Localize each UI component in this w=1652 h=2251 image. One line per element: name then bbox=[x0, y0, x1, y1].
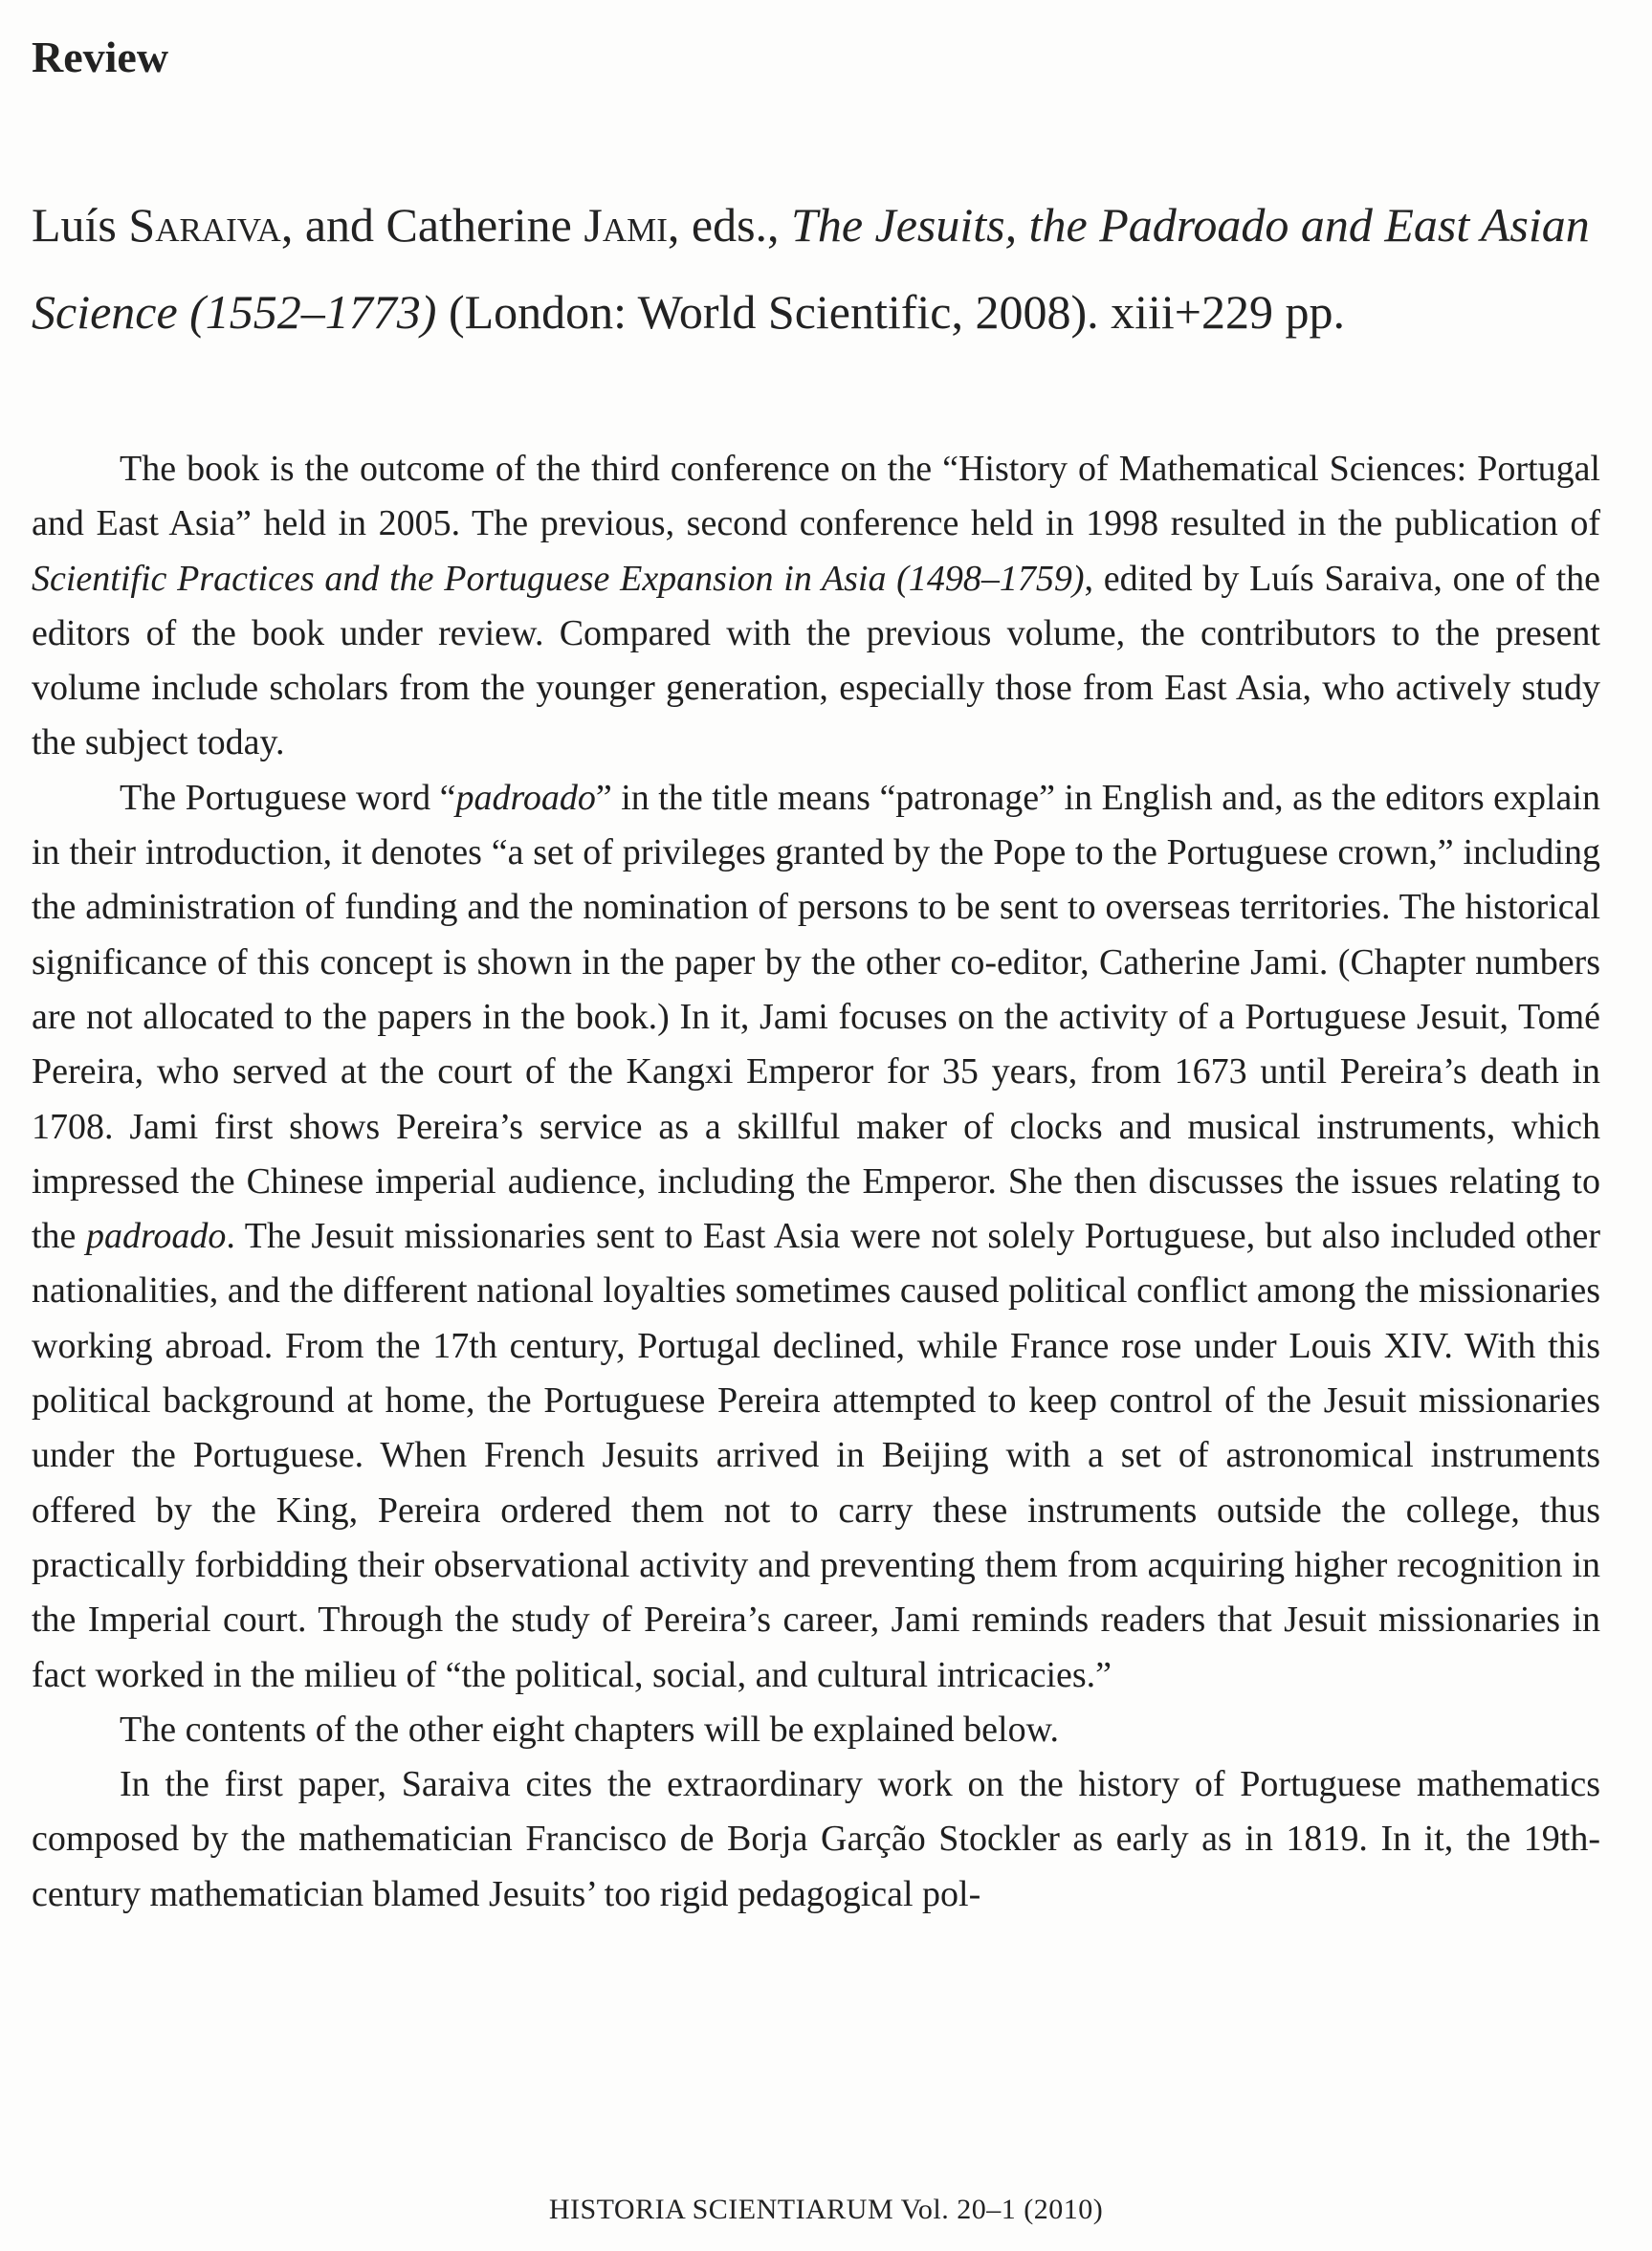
italic-title: Scientific Practices and the Portuguese Expansion in Asia (1498–1759) bbox=[32, 558, 1085, 599]
author2-surname: Jami bbox=[584, 198, 668, 252]
italic-term: padroado bbox=[455, 777, 596, 818]
book-citation bbox=[32, 182, 1600, 356]
paragraph-text: The Portuguese word “ bbox=[120, 777, 456, 818]
citation-separator: , and Catherine bbox=[280, 198, 584, 252]
paragraph-text: , edited by Luís Saraiva, one of the editors of the book under review. Compared with the previous volume, the contributors to the present volume include scholars from the younger generation, especially those from East Asia, who actively study the subject today. bbox=[32, 558, 1600, 763]
author1-surname: Saraiva bbox=[128, 198, 281, 252]
italic-term: padroado bbox=[85, 1216, 227, 1257]
section-heading: Review bbox=[32, 33, 169, 81]
publication-details: (London: World Scientific, 2008). xiii+229 pp. bbox=[436, 285, 1346, 339]
paragraph-3: The contents of the other eight chapters will be explained below. bbox=[120, 1709, 1060, 1750]
paragraph-text: The book is the outcome of the third conference on the “History of Mathematical Sciences: Portugal and East Asia” held in 2005. The previous, second conference held in 1998 resulted in the publication of bbox=[32, 449, 1600, 544]
paragraph-text: ” in the title means “patronage” in English and, as the editors explain in their introduction, it denotes “a set of privileges granted by the Pope to the Portuguese crown,” including the administration of funding and the nomination of persons to be sent to overseas territories. The historical significance of this concept is shown in the paper by the other co-editor, Catherine Jami. (Chapter numbers are not allocated to the papers in the book.) In it, Jami focuses on the activity of a Portuguese Jesuit, Tomé Pereira, who served at the court of the Kangxi Emperor for 35 years, from 1673 until Pereira’s death in 1708. Jami first shows Pereira’s service as a skillful maker of clocks and musical instruments, which impressed the Chinese imperial audience, including the Emperor. She then discusses the issues relating to the bbox=[32, 777, 1600, 1257]
paragraph-text: . The Jesuit missionaries sent to East Asia were not solely Portuguese, but also included other nationalities, and the different national loyalties sometimes caused political conflict among the missionaries working abroad. From the 17th century, Portugal declined, while France rose under Louis XIV. With this political background at home, the Portuguese Pereira attempted to keep control of the Jesuit missionaries under the Portuguese. When French Jesuits arrived in Beijing with a set of astronomical instruments offered by the King, Pereira ordered them not to carry these instruments outside the college, thus practically forbidding their observational activity and preventing them from acquiring higher recognition in the Imperial court. Through the study of Pereira’s career, Jami reminds readers that Jesuit missionaries in fact worked in the milieu of “the political, social, and cultural intricacies.” bbox=[32, 1216, 1600, 1695]
paragraph-4: In the first paper, Saraiva cites the extraordinary work on the history of Portuguese mathematics composed by the mathematician Francisco de Borja Garção Stockler as early as in 1819. In it, the 19th-century mathematician blamed Jesuits’ too rigid pedagogical pol- bbox=[32, 1764, 1600, 1914]
author1-given: Luís bbox=[32, 198, 129, 252]
book-title: The Jesuits, the Padroado and East Asian Science (1552–1773) bbox=[32, 198, 1590, 339]
citation-separator: , eds., bbox=[667, 198, 792, 252]
running-footer: HISTORIA SCIENTIARUM Vol. 20–1 (2010) bbox=[548, 2194, 1104, 2225]
review-body bbox=[32, 442, 1600, 1922]
paragraph-1 bbox=[32, 442, 1600, 771]
paragraph-2 bbox=[32, 771, 1600, 1703]
